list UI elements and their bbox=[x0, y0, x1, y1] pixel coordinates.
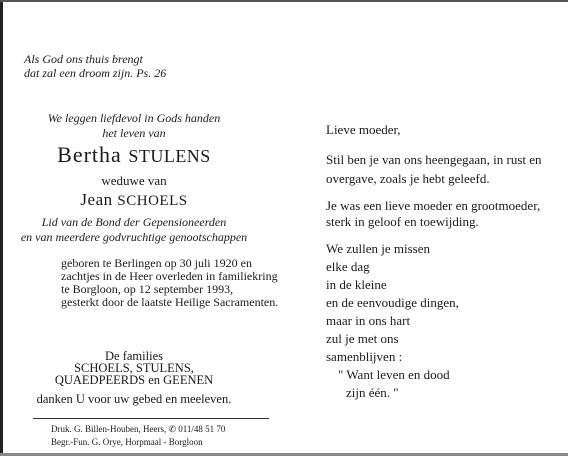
bio-line: zachtjes in de Heer overleden in familiekring bbox=[61, 269, 278, 283]
motto-line: Als God ons thuis brengt bbox=[24, 52, 143, 66]
poem-line: We zullen je missen bbox=[326, 241, 431, 256]
motto-line: dat zal een droom zijn. Ps. 26 bbox=[24, 66, 167, 80]
poem-line: maar in ons hart bbox=[326, 313, 411, 328]
membership-line: Lid van de Bond der Gepensioneerden bbox=[41, 215, 227, 229]
poem-closing-line: zijn één. " bbox=[346, 385, 399, 400]
deceased-name bbox=[0, 142, 268, 168]
poem-line: zul je met ons bbox=[326, 331, 399, 346]
membership-line: en van meerdere godvruchtige genootschappen bbox=[20, 230, 248, 244]
families-heading: De families bbox=[105, 349, 163, 363]
deceased-surname: STULENS bbox=[128, 146, 211, 166]
relation-text: weduwe van bbox=[101, 173, 167, 188]
thanks-line: danken U voor uw gebed en meeleven. bbox=[36, 392, 232, 406]
spouse-name bbox=[0, 190, 268, 210]
poem-line: sterk in geloof en toewijding. bbox=[326, 214, 479, 229]
poem-line: en de eenvoudige dingen, bbox=[326, 295, 459, 310]
bio-line: gesterkt door de laatste Heilige Sacramenten. bbox=[61, 295, 279, 309]
spouse-surname: SCHOELS bbox=[117, 193, 188, 209]
intro-line: We leggen liefdevol in Gods handen bbox=[47, 111, 221, 125]
poem-line: samenblijven : bbox=[326, 349, 403, 364]
poem-line: overgave, zoals je hebt geleefd. bbox=[326, 171, 490, 186]
poem-line: elke dag bbox=[326, 259, 370, 274]
bio-line: geboren te Berlingen op 30 juli 1920 en bbox=[61, 256, 252, 270]
deceased-given-name: Bertha bbox=[57, 142, 122, 167]
footer-divider bbox=[33, 418, 269, 419]
poem-closing-line: " Want leven en dood bbox=[338, 367, 450, 382]
printer-line: Druk. G. Billen-Houben, Heers, ✆ 011/48 51 70 bbox=[51, 424, 226, 434]
family-names-line: SCHOELS, STULENS, bbox=[74, 361, 194, 375]
family-names-line: QUAEDPEERDS en GEENEN bbox=[54, 373, 214, 387]
bio-line: te Borgloon, op 12 september 1993, bbox=[61, 282, 234, 296]
bible-motto bbox=[24, 52, 166, 80]
poem-line: Je was een lieve moeder en grootmoeder, bbox=[326, 198, 541, 213]
poem-salutation: Lieve moeder, bbox=[326, 122, 401, 137]
poem-line: Stil ben je van ons heengegaan, in rust en bbox=[326, 152, 542, 167]
poem-line: in de kleine bbox=[326, 277, 387, 292]
undertaker-line: Begr.-Fun. G. Orye, Horpmaal - Borgloon bbox=[51, 437, 203, 447]
intro-line: het leven van bbox=[102, 126, 166, 140]
spouse-given-name: Jean bbox=[80, 190, 113, 209]
card-top-edge bbox=[0, 0, 568, 2]
